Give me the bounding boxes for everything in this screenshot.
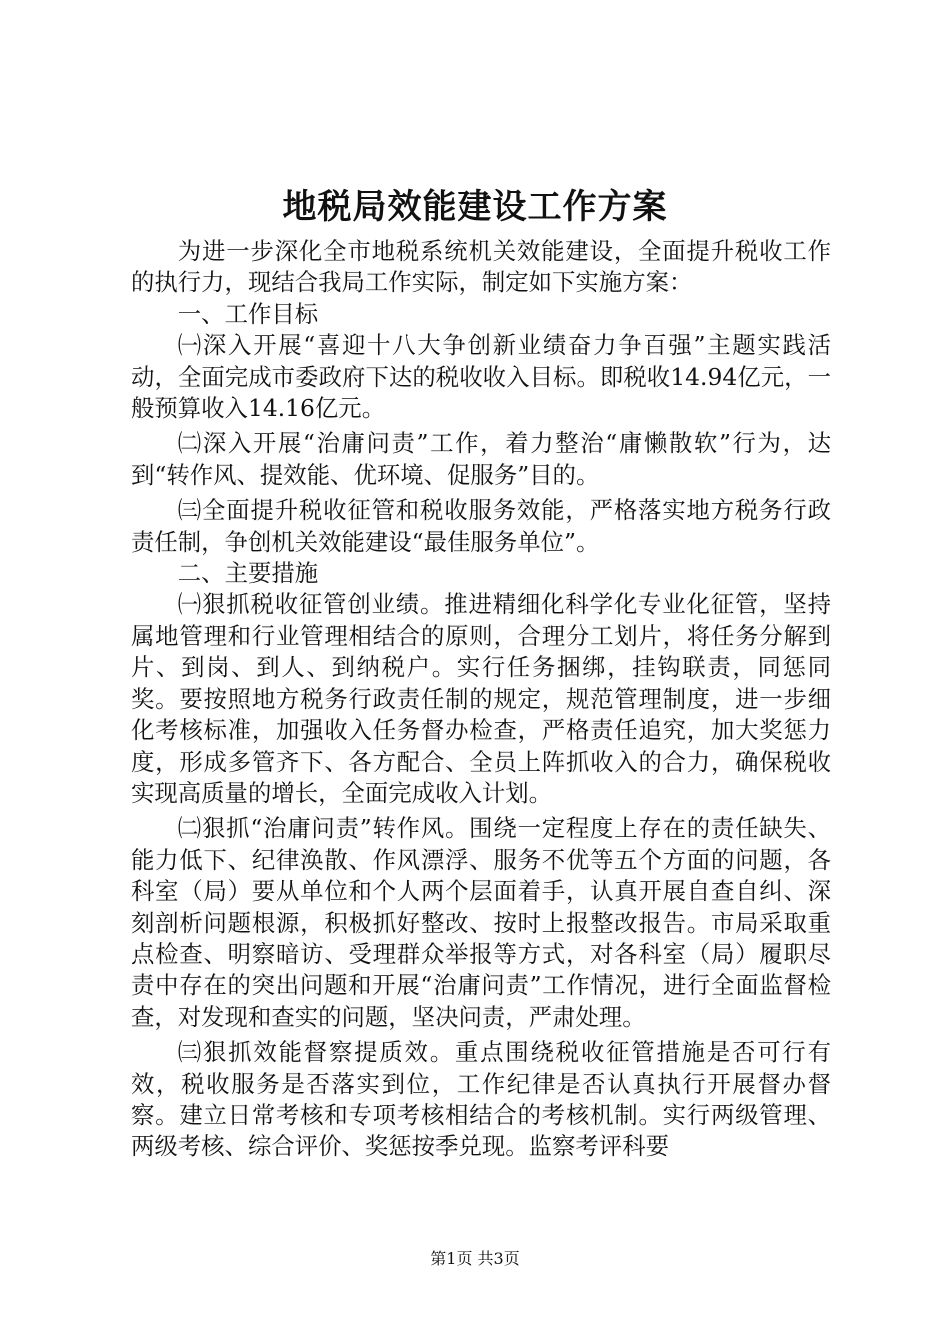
document-body bbox=[131, 236, 831, 1163]
intro-paragraph: 为进一步深化全市地税系统机关效能建设，全面提升税收工作的执行力，现结合我局工作实际，制定如下实施方案： bbox=[131, 237, 831, 297]
goal-paragraph-3: ㈢全面提升税收征管和税收服务效能，严格落实地方税务行政责任制，争创机关效能建设“最佳服务单位”。 bbox=[131, 496, 831, 556]
measure-paragraph-2: ㈡狠抓“治庸问责”转作风。围绕一定程度上存在的责任缺失、能力低下、纪律涣散、作风漂浮、服务不优等五个方面的问题，各科室（局）要从单位和个人两个层面着手，认真开展自查自纠、深刻剖析问题根源，积极抓好整改、按时上报整改报告。市局采取重点检查、明察暗访、受理群众举报等方式，对各科室（局）履职尽责中存在的突出问题和开展“治庸问责”工作情况，进行全面监督检查，对发现和查实的问题，坚决问责，严肃处理。 bbox=[131, 814, 831, 1031]
section-heading-goals: 一、工作目标 bbox=[177, 299, 319, 328]
measure-paragraph-1: ㈠狠抓税收征管创业绩。推进精细化科学化专业化征管，坚持属地管理和行业管理相结合的原则，合理分工划片，将任务分解到片、到岗、到人、到纳税户。实行任务捆绑，挂钩联责，同惩同奖。要按照地方税务行政责任制的规定，规范管理制度，进一步细化考核标准，加强收入任务督办检查，严格责任追究，加大奖惩力度，形成多管齐下、各方配合、全员上阵抓收入的合力，确保税收实现高质量的增长，全面完成收入计划。 bbox=[131, 590, 831, 807]
goal-paragraph-1: ㈠深入开展“喜迎十八大争创新业绩奋力争百强”主题实践活动，全面完成市委政府下达的税收收入目标。即税收14.94亿元，一般预算收入14.16亿元。 bbox=[131, 331, 831, 423]
page-footer: 第1页 共3页 bbox=[430, 1249, 520, 1268]
document-title: 地税局效能建设工作方案 bbox=[282, 187, 668, 227]
goal-paragraph-2: ㈡深入开展“治庸问责”工作，着力整治“庸懒散软”行为，达到“转作风、提效能、优环境、促服务”目的。 bbox=[131, 429, 831, 489]
measure-paragraph-3: ㈢狠抓效能督察提质效。重点围绕税收征管措施是否可行有效，税收服务是否落实到位，工作纪律是否认真执行开展督办督察。建立日常考核和专项考核相结合的考核机制。实行两级管理、两级考核、综合评价、奖惩按季兑现。监察考评科要 bbox=[131, 1038, 831, 1161]
section-heading-measures: 二、主要措施 bbox=[177, 559, 319, 588]
